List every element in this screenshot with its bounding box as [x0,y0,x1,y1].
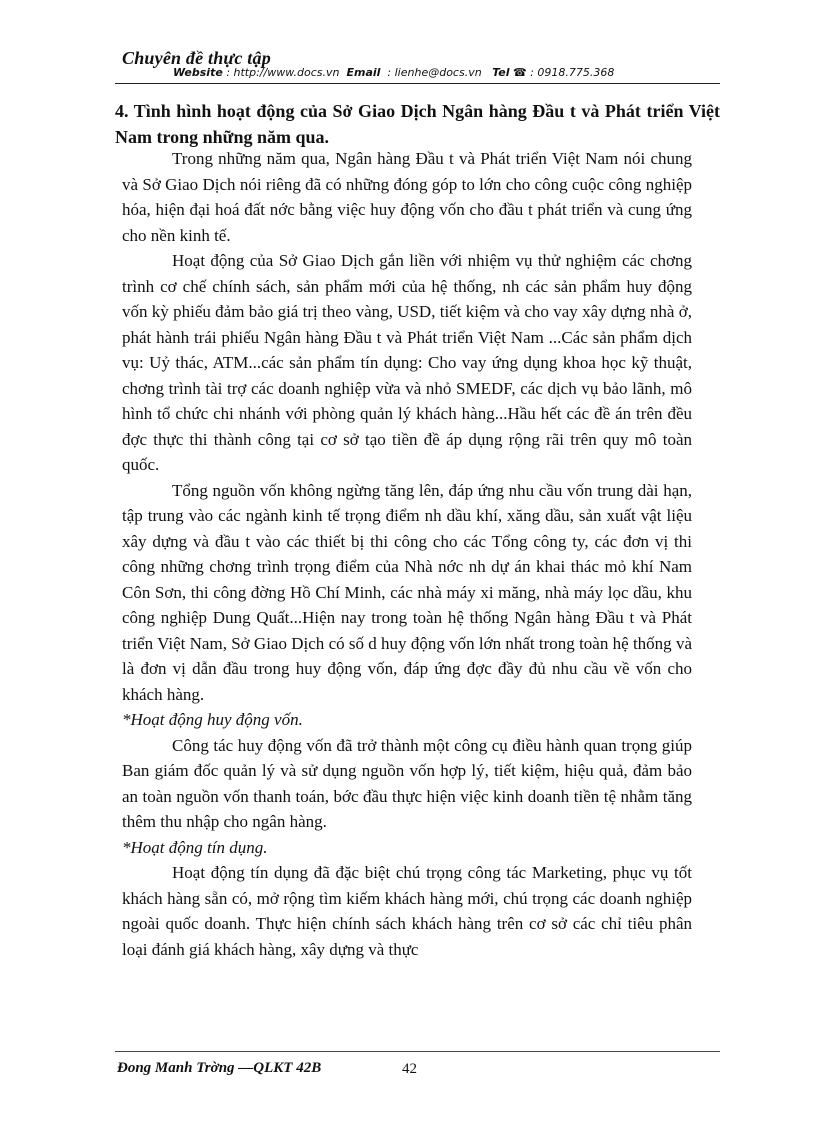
email-label: Email [346,66,381,79]
subsection-heading-credit: *Hoạt động tín dụng. [122,837,268,857]
footer-divider [115,1051,720,1052]
document-page [107,0,727,1123]
paragraph-5: Hoạt động tín dụng đã đặc biệt chú trọng công tác Marketing, phục vụ tốt khách hàng sẵn có, mở rộng tìm kiếm khách hàng mới, chú trọng các doanh nghiệp ngoài quốc doanh. Thực hiện chính sách khách hàng trên cơ sở các chỉ tiêu phân loại đánh giá khách hàng, xây dựng và thực [122,863,692,959]
tel-value: : 0918.775.368 [530,66,615,79]
tel-label: Tel [492,66,510,79]
header-contact-line [173,66,614,79]
phone-icon: ☎ [513,66,527,79]
paragraph-2: Hoạt động của Sở Giao Dịch gắn liền với nhiệm vụ thử nghiệm các chơng trình cơ chế chính sách, sản phẩm mới của hệ thống, nh các sản phẩm huy động vốn kỳ phiếu đảm bảo giá trị theo vàng, USD, tiết kiệm và cho vay xây dựng nhà ở, phát hành trái phiếu Ngân hàng Đầu t và Phát triển Việt Nam ...Các sản phẩm dịch vụ: Uỷ thác, ATM...các sản phẩm tín dụng: Cho vay ứng dụng khoa học kỹ thuật, chơng trình tài trợ các doanh nghiệp vừa và nhỏ SMEDF, các dịch vụ bảo lãnh, mô hình tổ chức chi nhánh với phòng quản lý khách hàng...Hầu hết các đề án trên đều đợc thực thi thành công tại cơ sở tạo tiền đề áp dụng rộng rãi trên quy mô toàn quốc. [122,251,692,474]
paragraph-1: Trong những năm qua, Ngân hàng Đầu t và Phát triển Việt Nam nói chung và Sở Giao Dịch nói riêng đã có những đóng góp to lớn cho công cuộc công nghiệp hóa, hiện đại hoá đất nớc bằng việc huy động vốn cho đầu t phát triển và cung ứng cho nền kinh tế. [122,149,692,245]
body-text [122,146,692,962]
paragraph-3: Tổng nguồn vốn không ngừng tăng lên, đáp ứng nhu cầu vốn trung dài hạn, tập trung vào các ngành kinh tế trọng điểm nh dầu khí, xăng dầu, sản xuất vật liệu xây dựng và đầu t vào các thiết bị thi công cho các Tổng công ty, các đơn vị thi công những chơng trình trọng điểm của Nhà nớc nh dự án khai thác mỏ khí Nam Côn Sơn, thi công đờng Hồ Chí Minh, các nhà máy xi măng, nhà máy lọc dầu, khu công nghiệp Dung Quất...Hiện nay trong toàn hệ thống Ngân hàng Đầu t và Phát triển Việt Nam, Sở Giao Dịch có số d huy động vốn lớn nhất trong toàn hệ thống và là đơn vị dẫn đầu trong huy động vốn, đáp ứng đợc đầy đủ nhu cầu về vốn cho khách hàng. [122,480,692,704]
subsection-heading-capital-mobilization: *Hoạt động huy động vốn. [122,710,303,729]
footer-author: Đong Manh Trờng —QLKT 42B [117,1060,322,1076]
page-number: 42 [402,1061,417,1077]
website-value: : http://www.docs.vn [226,66,340,79]
header-title: Chuyên đề thực tập [122,48,271,68]
section-heading: 4. Tình hình hoạt động của Sở Giao Dịch Ngân hàng Đầu t và Phát triển Việt Nam trong những năm qua. [115,101,720,147]
header-divider [115,83,720,84]
website-label: Website [173,66,223,79]
paragraph-4: Công tác huy động vốn đã trở thành một công cụ điều hành quan trọng giúp Ban giám đốc quản lý và sử dụng nguồn vốn hợp lý, tiết kiệm, hiệu quả, đảm bảo an toàn nguồn vốn thanh toán, bớc đầu thực hiện việc kinh doanh tiền tệ nhằm tăng thêm thu nhập cho ngân hàng. [122,735,692,831]
email-value: : lienhe@docs.vn [387,66,482,79]
